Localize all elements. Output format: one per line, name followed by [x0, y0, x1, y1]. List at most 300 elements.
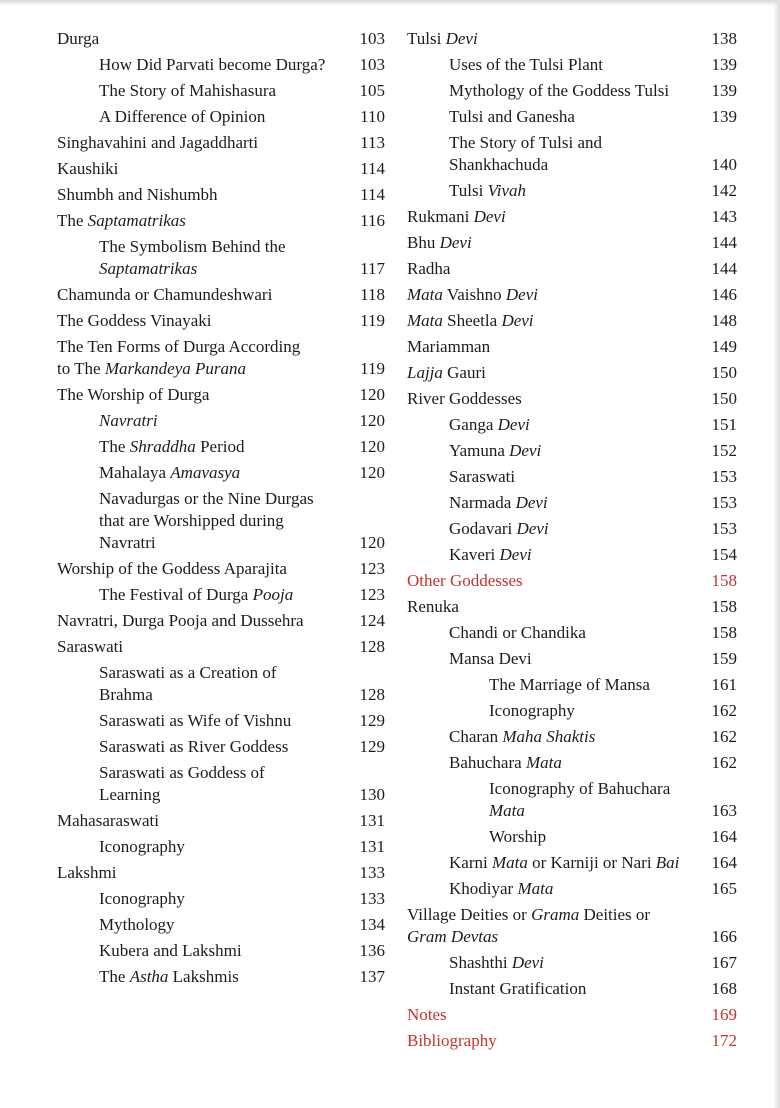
toc-entry — [57, 810, 385, 832]
toc-entry-text: Iconography — [99, 889, 185, 908]
toc-entry-page: 139 — [711, 81, 737, 100]
toc-entry-page: 131 — [359, 837, 385, 856]
toc-entry-title — [407, 106, 575, 128]
toc-entry-title — [407, 1030, 497, 1052]
toc-entry-text: Devi — [445, 29, 478, 48]
toc-entry — [57, 584, 385, 606]
toc-entry-page: 162 — [711, 727, 737, 746]
toc-entry-text: Deities or — [579, 905, 651, 924]
toc-entry-page: 138 — [711, 29, 737, 48]
toc-entry-text: Vivah — [487, 181, 527, 200]
toc-entry-text: Devi — [509, 441, 542, 460]
toc-entry-text: Amavasya — [170, 463, 241, 482]
toc-entry-page: 158 — [711, 623, 737, 642]
toc-entry-text: Gauri — [442, 363, 486, 382]
toc-entry-page: 129 — [359, 711, 385, 730]
toc-entry-title — [407, 180, 526, 202]
toc-entry-text: Notes — [407, 1005, 447, 1024]
toc-entry-text: Navratri — [99, 411, 158, 430]
toc-entry — [407, 310, 737, 332]
toc-entry-title — [407, 596, 459, 618]
toc-column-left — [57, 28, 385, 1056]
toc-entry — [57, 888, 385, 910]
toc-entry-text: Iconography of Bahuchara — [489, 779, 671, 798]
toc-entry — [407, 440, 737, 462]
toc-entry-text: The — [99, 967, 130, 986]
toc-entry-title — [407, 726, 595, 748]
toc-entry-text: Saraswati as a Creation of — [99, 663, 277, 682]
toc-entry — [407, 106, 737, 128]
toc-entry — [407, 28, 737, 50]
toc-entry — [407, 206, 737, 228]
toc-entry-text: Lakshmis — [168, 967, 239, 986]
toc-entry — [407, 826, 737, 848]
toc-entry-title — [407, 878, 553, 900]
toc-entry — [57, 284, 385, 306]
toc-entry — [407, 518, 737, 540]
toc-entry-page: 154 — [711, 545, 737, 564]
toc-entry — [407, 466, 737, 488]
toc-entry — [57, 836, 385, 858]
toc-entry-text: Worship of the Goddess Aparajita — [57, 559, 287, 578]
toc-entry-text: Mariamman — [407, 337, 491, 356]
toc-entry-title — [407, 492, 548, 514]
toc-entry-title — [407, 826, 546, 848]
toc-entry-text: Brahma — [99, 685, 153, 704]
toc-entry-text: Pooja — [252, 585, 294, 604]
toc-entry-title — [57, 80, 276, 102]
toc-entry — [407, 904, 737, 948]
toc-entry-text: Astha — [129, 967, 169, 986]
toc-entry — [407, 232, 737, 254]
toc-entry — [57, 736, 385, 758]
toc-entry-title — [57, 54, 325, 76]
toc-entry — [407, 674, 737, 696]
toc-entry — [57, 384, 385, 406]
toc-entry-text: Uses of the Tulsi Plant — [449, 55, 603, 74]
toc-entry-page: 146 — [711, 285, 737, 304]
toc-entry-title — [407, 258, 450, 280]
toc-entry-text: Navratri, Durga Pooja and Dussehra — [57, 611, 304, 630]
toc-entry — [407, 80, 737, 102]
toc-entry-page: 142 — [711, 181, 737, 200]
toc-entry-text: Mata — [491, 853, 528, 872]
toc-entry-page: 136 — [359, 941, 385, 960]
toc-entry-page: 163 — [711, 801, 737, 820]
toc-entry-page: 164 — [711, 853, 737, 872]
toc-entry-page: 139 — [711, 55, 737, 74]
toc-entry-text: Tulsi and Ganesha — [449, 107, 575, 126]
toc-entry-text: Mansa Devi — [449, 649, 532, 668]
toc-entry — [57, 966, 385, 988]
toc-entry-text: Saraswati as Goddess of — [99, 763, 265, 782]
toc-entry-title — [407, 904, 650, 948]
toc-entry-page: 134 — [359, 915, 385, 934]
toc-entry-title — [407, 518, 549, 540]
toc-entry-title — [57, 710, 291, 732]
toc-entry-title — [407, 440, 541, 462]
toc-entry — [57, 862, 385, 884]
toc-entry-page: 133 — [359, 863, 385, 882]
toc-entry — [407, 362, 737, 384]
toc-entry — [57, 436, 385, 458]
toc-entry-title — [57, 940, 242, 962]
toc-entry — [407, 544, 737, 566]
toc-entry-page: 124 — [359, 611, 385, 630]
toc-entry-text: Saptamatrikas — [87, 211, 186, 230]
toc-entry-page: 150 — [711, 389, 737, 408]
toc-entry-page: 152 — [711, 441, 737, 460]
toc-entry — [407, 648, 737, 670]
toc-entry-title — [407, 414, 530, 436]
toc-entry-title — [57, 610, 304, 632]
toc-entry-text: Iconography — [489, 701, 575, 720]
toc-entry-text: Lajja — [407, 363, 443, 382]
toc-entry — [57, 184, 385, 206]
toc-entry — [57, 610, 385, 632]
toc-entry-title — [407, 700, 575, 722]
toc-entry-page: 117 — [360, 259, 385, 278]
toc-entry-page: 120 — [359, 463, 385, 482]
toc-entry — [57, 310, 385, 332]
toc-entry-page: 110 — [360, 107, 385, 126]
toc-entry-text: Godavari — [449, 519, 517, 538]
toc-entry-text: Devi — [499, 545, 532, 564]
toc-entry-page: 172 — [711, 1031, 737, 1050]
toc-entry — [407, 1030, 737, 1052]
toc-entry-page: 167 — [711, 953, 737, 972]
toc-entry-text: Devi — [516, 519, 549, 538]
toc-entry-page: 162 — [711, 753, 737, 772]
toc-entry-title — [57, 836, 185, 858]
toc-entry — [407, 180, 737, 202]
toc-entry — [407, 622, 737, 644]
toc-entry — [57, 662, 385, 706]
toc-entry-text: Worship — [489, 827, 547, 846]
toc-entry-page: 119 — [360, 311, 385, 330]
toc-entry-page: 165 — [711, 879, 737, 898]
toc-entry-text: Mythology of the Goddess Tulsi — [449, 81, 670, 100]
toc-entry — [57, 210, 385, 232]
toc-entry-title — [407, 132, 602, 176]
toc-entry-text: The Ten Forms of Durga According — [57, 337, 301, 356]
toc-entry — [57, 762, 385, 806]
toc-entry-text: The Festival of Durga — [99, 585, 253, 604]
toc-entry-page: 103 — [359, 29, 385, 48]
toc-entry-text: Saraswati as River Goddess — [99, 737, 289, 756]
toc-entry-title — [407, 852, 679, 874]
toc-entry-text: Kubera and Lakshmi — [99, 941, 242, 960]
toc-entry-title — [407, 232, 472, 254]
toc-entry-text: Narmada — [449, 493, 516, 512]
toc-entry — [407, 752, 737, 774]
toc-entry-title — [407, 28, 478, 50]
toc-entry-title — [407, 674, 650, 696]
toc-entry-page: 148 — [711, 311, 737, 330]
toc-entry-text: Bibliography — [407, 1031, 497, 1050]
toc-entry-page: 123 — [359, 585, 385, 604]
toc-entry-text: Iconography — [99, 837, 185, 856]
toc-entry-text: Shashthi — [449, 953, 512, 972]
toc-entry-text: Mythology — [99, 915, 175, 934]
toc-entry-text: to The — [57, 359, 105, 378]
toc-entry-text: Mata — [517, 879, 554, 898]
toc-entry-page: 159 — [711, 649, 737, 668]
toc-entry-text: Learning — [99, 785, 161, 804]
toc-entry-title — [57, 158, 118, 180]
toc-entry-title — [407, 388, 522, 410]
toc-column-right — [407, 28, 737, 1056]
toc-entry — [57, 158, 385, 180]
toc-entry-text: The Story of Tulsi and — [449, 133, 603, 152]
toc-entry — [407, 952, 737, 974]
toc-entry — [57, 940, 385, 962]
toc-entry — [407, 54, 737, 76]
toc-entry-text: Khodiyar — [449, 879, 518, 898]
toc-entry-text: Other Goddesses — [407, 571, 523, 590]
toc-entry — [57, 132, 385, 154]
toc-entry-text: Kaushiki — [57, 159, 119, 178]
toc-entry-title — [57, 558, 287, 580]
toc-entry — [57, 558, 385, 580]
toc-entry-page: 118 — [360, 285, 385, 304]
toc-entry-text: Saptamatrikas — [99, 259, 198, 278]
toc-entry-title — [57, 284, 272, 306]
toc-entry-text: Kaveri — [449, 545, 500, 564]
toc-entry-title — [57, 636, 123, 658]
toc-entry-title — [407, 362, 486, 384]
toc-entry-text: Devi — [511, 953, 544, 972]
toc-entry-text: Durga — [57, 29, 100, 48]
toc-entry-page: 144 — [711, 233, 737, 252]
toc-entry-page: 131 — [359, 811, 385, 830]
toc-entry-page: 153 — [711, 493, 737, 512]
toc-entry-title — [407, 648, 532, 670]
toc-entry-page: 164 — [711, 827, 737, 846]
toc-entry-text: Mata — [407, 285, 443, 304]
toc-entry-text: Devi — [501, 311, 534, 330]
toc-entry — [407, 414, 737, 436]
toc-entry-title — [57, 310, 211, 332]
toc-entry — [407, 778, 737, 822]
toc-entry-page: 166 — [711, 927, 737, 946]
toc-entry-text: Devi — [505, 285, 538, 304]
toc-entry — [57, 710, 385, 732]
toc-entry-page: 168 — [711, 979, 737, 998]
toc-entry-title — [57, 410, 158, 432]
toc-entry-title — [407, 778, 670, 822]
toc-entry-page: 116 — [360, 211, 385, 230]
toc-entry-text: Radha — [407, 259, 451, 278]
toc-entry — [407, 852, 737, 874]
toc-entry-page: 161 — [711, 675, 737, 694]
toc-entry-page: 158 — [711, 597, 737, 616]
toc-entry-text: Mahasaraswati — [57, 811, 159, 830]
toc-entry-page: 133 — [359, 889, 385, 908]
toc-entry-text: Devi — [473, 207, 506, 226]
toc-entry-page: 119 — [360, 359, 385, 378]
toc-entry-page: 151 — [711, 415, 737, 434]
toc-entry-page: 120 — [359, 437, 385, 456]
toc-entry-page: 120 — [359, 385, 385, 404]
toc-entry-text: Navratri — [99, 533, 156, 552]
toc-entry-title — [407, 1004, 447, 1026]
toc-entry — [407, 596, 737, 618]
toc-entry-text: Yamuna — [449, 441, 510, 460]
toc-entry — [407, 492, 737, 514]
toc-entry — [407, 878, 737, 900]
toc-entry-text: Lakshmi — [57, 863, 117, 882]
toc-entry — [57, 336, 385, 380]
toc-entry — [57, 488, 385, 554]
toc-entry-title — [407, 336, 490, 358]
toc-entry — [57, 636, 385, 658]
toc-entry-text: Mata — [407, 311, 443, 330]
toc-entry-text: The Symbolism Behind the — [99, 237, 286, 256]
toc-entry-text: Bhu — [407, 233, 440, 252]
toc-entry-page: 128 — [359, 685, 385, 704]
toc-entry — [57, 106, 385, 128]
toc-entry-text: Tulsi — [407, 29, 446, 48]
toc-entry-text: or Karniji or Nari — [527, 853, 656, 872]
toc-entry-title — [407, 284, 538, 306]
toc-entry-text: Gram Devtas — [407, 927, 499, 946]
toc-entry-title — [57, 132, 258, 154]
toc-entry-page: 128 — [359, 637, 385, 656]
toc-entry — [57, 462, 385, 484]
toc-entry-text: Rukmani — [407, 207, 474, 226]
toc-entry-title — [407, 544, 532, 566]
toc-entry-text: Vaishno — [442, 285, 506, 304]
toc-entry-title — [407, 206, 506, 228]
toc-entry-text: Shankhachuda — [449, 155, 549, 174]
toc-entry-page: 143 — [711, 207, 737, 226]
toc-entry-page: 139 — [711, 107, 737, 126]
toc-entry-text: Bai — [655, 853, 680, 872]
toc-entry-text: The Worship of Durga — [57, 385, 210, 404]
toc-entry — [407, 388, 737, 410]
toc-entry-text: Instant Gratification — [449, 979, 587, 998]
toc-entry-title — [57, 336, 300, 380]
toc-entry — [57, 28, 385, 50]
toc-entry — [407, 726, 737, 748]
toc-entry-page: 120 — [359, 533, 385, 552]
toc-entry-text: Shumbh and Nishumbh — [57, 185, 218, 204]
toc-entry — [57, 914, 385, 936]
toc-entry — [407, 570, 737, 592]
toc-entry-text: Sheetla — [442, 311, 502, 330]
toc-entry-page: 153 — [711, 519, 737, 538]
toc-entry-text: Mahalaya — [99, 463, 171, 482]
toc-entry-title — [57, 436, 244, 458]
toc-entry-title — [57, 762, 265, 806]
toc-entry-page: 103 — [359, 55, 385, 74]
toc-entry-title — [57, 862, 117, 884]
toc-entry-text: Ganga — [449, 415, 498, 434]
toc-entry-text: Period — [195, 437, 245, 456]
toc-entry-title — [57, 810, 159, 832]
toc-entry — [407, 258, 737, 280]
toc-entry-page: 137 — [359, 967, 385, 986]
toc-entry-title — [407, 952, 544, 974]
toc-entry-page: 130 — [359, 785, 385, 804]
toc-entry-text: Saraswati — [57, 637, 124, 656]
toc-entry-page: 140 — [711, 155, 737, 174]
toc-entry — [407, 700, 737, 722]
toc-entry-title — [57, 488, 314, 554]
toc-entry — [407, 978, 737, 1000]
toc-entry-text: The Story of Mahishasura — [99, 81, 277, 100]
toc-entry — [407, 284, 737, 306]
toc-entry — [57, 236, 385, 280]
toc-entry-title — [57, 236, 286, 280]
toc-entry-text: A Difference of Opinion — [99, 107, 266, 126]
toc-entry-title — [407, 54, 603, 76]
toc-entry-page: 114 — [360, 159, 385, 178]
toc-entry-page: 150 — [711, 363, 737, 382]
toc-entry-text: The — [57, 211, 88, 230]
toc-entry-title — [407, 978, 586, 1000]
toc-entry-text: Karni — [449, 853, 492, 872]
toc-entry-text: Tulsi — [449, 181, 488, 200]
toc-entry-title — [57, 966, 239, 988]
toc-entry-title — [57, 736, 288, 758]
toc-entry-text: Devi — [439, 233, 472, 252]
toc-entry-text: Markandeya Purana — [104, 359, 247, 378]
toc-entry-title — [407, 80, 669, 102]
toc-entry-page: 162 — [711, 701, 737, 720]
toc-entry-title — [407, 310, 534, 332]
toc-entry-text: Saraswati as Wife of Vishnu — [99, 711, 292, 730]
toc-entry-title — [57, 662, 277, 706]
toc-entry-title — [57, 462, 240, 484]
toc-entry-page: 114 — [360, 185, 385, 204]
toc-entry-text: Maha Shaktis — [502, 727, 596, 746]
toc-entry-text: Shraddha — [129, 437, 196, 456]
toc-entry — [407, 1004, 737, 1026]
toc-entry-text: Bahuchara — [449, 753, 526, 772]
toc-entry-page: 129 — [359, 737, 385, 756]
toc-entry-title — [407, 466, 515, 488]
toc-entry-title — [57, 106, 265, 128]
toc-entry-text: Charan — [449, 727, 503, 746]
toc-entry-page: 158 — [711, 571, 737, 590]
toc-entry-text: River Goddesses — [407, 389, 522, 408]
toc-entry-page: 169 — [711, 1005, 737, 1024]
toc-entry-title — [407, 622, 586, 644]
toc-entry-text: Chamunda or Chamundeshwari — [57, 285, 273, 304]
toc-entry-text: Mata — [489, 801, 525, 820]
toc-entry-title — [57, 584, 293, 606]
toc-entry-title — [57, 210, 186, 232]
toc-entry-page: 153 — [711, 467, 737, 486]
toc-entry-text: that are Worshipped during — [99, 511, 284, 530]
toc-entry-title — [407, 752, 562, 774]
toc-entry-page: 113 — [360, 133, 385, 152]
toc-entry — [57, 54, 385, 76]
toc-entry-text: The Goddess Vinayaki — [57, 311, 212, 330]
toc-entry-page: 144 — [711, 259, 737, 278]
toc-entry-page: 105 — [359, 81, 385, 100]
toc-entry-title — [57, 28, 99, 50]
toc-entry-page: 149 — [711, 337, 737, 356]
toc-entry — [407, 336, 737, 358]
toc-entry — [57, 80, 385, 102]
toc-entry-text: Renuka — [407, 597, 459, 616]
toc-entry-text: Devi — [515, 493, 548, 512]
toc-entry-title — [57, 384, 209, 406]
toc-entry-text: Devi — [497, 415, 530, 434]
